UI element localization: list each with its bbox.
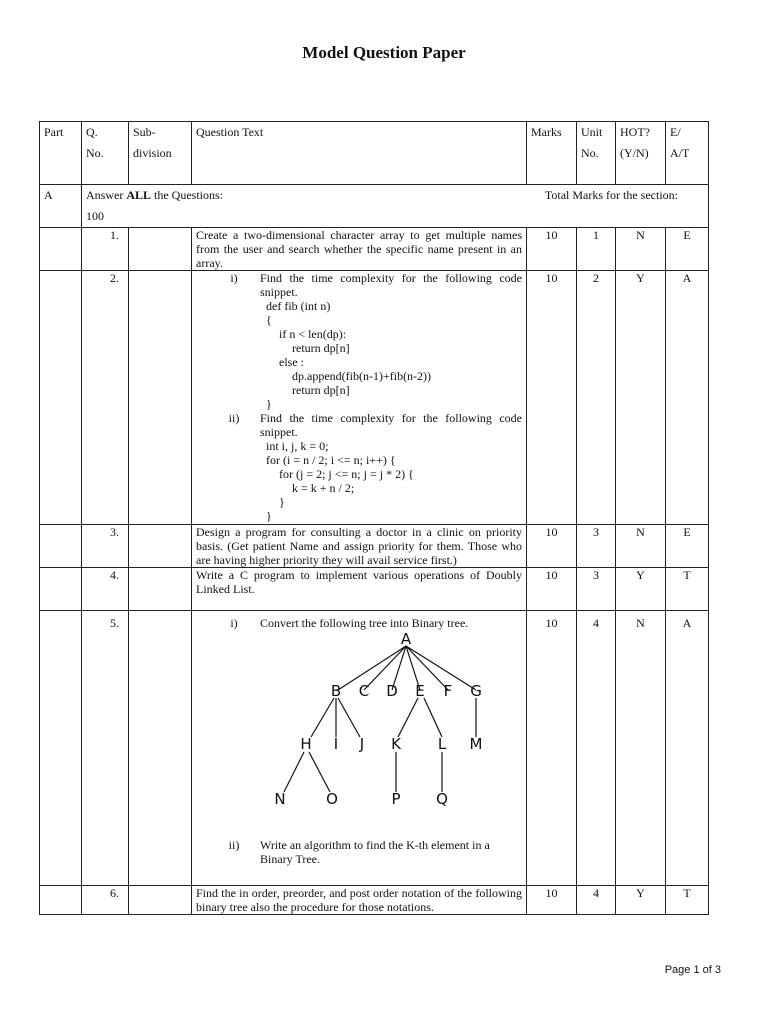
code-snippet-2: int i, j, k = 0; for (i = n / 2; i <= n; i++) { for (j = 2; j <= n; j = j * 2) { k = k + n / 2; } } [266,439,414,523]
tree-diagram [254,632,494,818]
section-part: A [40,185,82,228]
tree-node-b: B [330,682,342,700]
tree-node-p: P [391,790,401,808]
tree-node-o: O [326,790,338,808]
tree-node-q: Q [436,790,448,808]
section-total-value: 100 [86,209,104,223]
header-question-text: Question Text [192,122,527,185]
question-ea: A [666,611,709,886]
section-row [40,185,709,228]
question-number: 5. [82,611,129,886]
question-hot: N [616,228,666,271]
subquestion-text: Find the time complexity for the following code snippet. [260,411,522,439]
tree-node-m: M [469,735,483,753]
tree-node-e: E [415,682,425,700]
question-text: Write a C program to implement various operations of Doubly Linked List. [192,568,527,611]
header-hot: HOT? (Y/N) [616,122,666,185]
tree-node-a: A [400,632,412,648]
header-subdivision: Sub- division [129,122,192,185]
subquestion-label: ii) [228,411,240,425]
question-unit: 3 [577,568,616,611]
header-row [40,122,709,185]
question-ea: T [666,568,709,611]
question-marks: 10 [527,886,577,915]
question-number: 3. [82,525,129,568]
question-unit: 3 [577,525,616,568]
question-row [40,568,709,611]
question-row [40,611,709,886]
question-table [39,121,709,915]
code-snippet-1: def fib (int n) { if n < len(dp): return dp[n] else : dp.append(fib(n-1)+fib(n-2)) return dp[n] } [266,299,432,411]
question-text [192,611,527,886]
tree-node-d: D [386,682,398,700]
question-marks: 10 [527,271,577,525]
tree-node-i: I [333,735,339,753]
question-marks: 10 [527,611,577,886]
header-qno: Q. No. [82,122,129,185]
subquestion-text: Write an algorithm to find the K-th element in a Binary Tree. [260,838,490,866]
tree-edges [284,646,476,792]
question-row [40,271,709,525]
tree-node-l: L [437,735,447,753]
question-number: 1. [82,228,129,271]
question-marks: 10 [527,228,577,271]
subquestion-label: i) [230,271,238,285]
question-hot: Y [616,568,666,611]
question-row [40,228,709,271]
subquestion-label: i) [230,616,238,630]
question-ea: T [666,886,709,915]
page-number: Page 1 of 3 [664,964,721,976]
question-unit: 2 [577,271,616,525]
question-unit: 1 [577,228,616,271]
question-text: Design a program for consulting a doctor in a clinic on priority basis. (Get patient Name and assign priority for them. Those who are having higher priority they will avail service first.) [192,525,527,568]
question-marks: 10 [527,525,577,568]
subquestion-label: ii) [228,838,240,852]
question-ea: E [666,525,709,568]
header-marks: Marks [527,122,577,185]
section-instruction: Answer ALL the Questions: [86,188,224,202]
tree-node-n: N [274,790,286,808]
tree-node-k: K [391,735,401,753]
question-marks: 10 [527,568,577,611]
tree-node-f: F [443,682,453,700]
question-unit: 4 [577,611,616,886]
question-row [40,525,709,568]
page-title: Model Question Paper [302,43,466,62]
question-text: Create a two-dimensional character array to get multiple names from the user and search whether the specific name present in an array. [192,228,527,271]
question-hot: N [616,611,666,886]
question-number: 2. [82,271,129,525]
subquestion-text: Convert the following tree into Binary tree. [260,616,469,630]
question-text [192,271,527,525]
section-total-label: Total Marks for the section: [544,188,678,202]
question-number: 6. [82,886,129,915]
question-number: 4. [82,568,129,611]
tree-node-h: H [300,735,312,753]
tree-node-g: G [470,682,482,700]
question-text: Find the in order, preorder, and post order notation of the following binary tree also the procedure for those notations. [192,886,527,915]
header-ea: E/ A/T [666,122,709,185]
question-row [40,886,709,915]
subquestion-text: Find the time complexity for the following code snippet. [260,271,522,299]
question-hot: Y [616,886,666,915]
tree-node-c: C [358,682,370,700]
question-ea: A [666,271,709,525]
section-instructions [82,185,709,228]
header-part: Part [40,122,82,185]
tree-node-j: J [359,735,365,753]
question-hot: Y [616,271,666,525]
header-unit: Unit No. [577,122,616,185]
question-unit: 4 [577,886,616,915]
question-hot: N [616,525,666,568]
question-ea: E [666,228,709,271]
